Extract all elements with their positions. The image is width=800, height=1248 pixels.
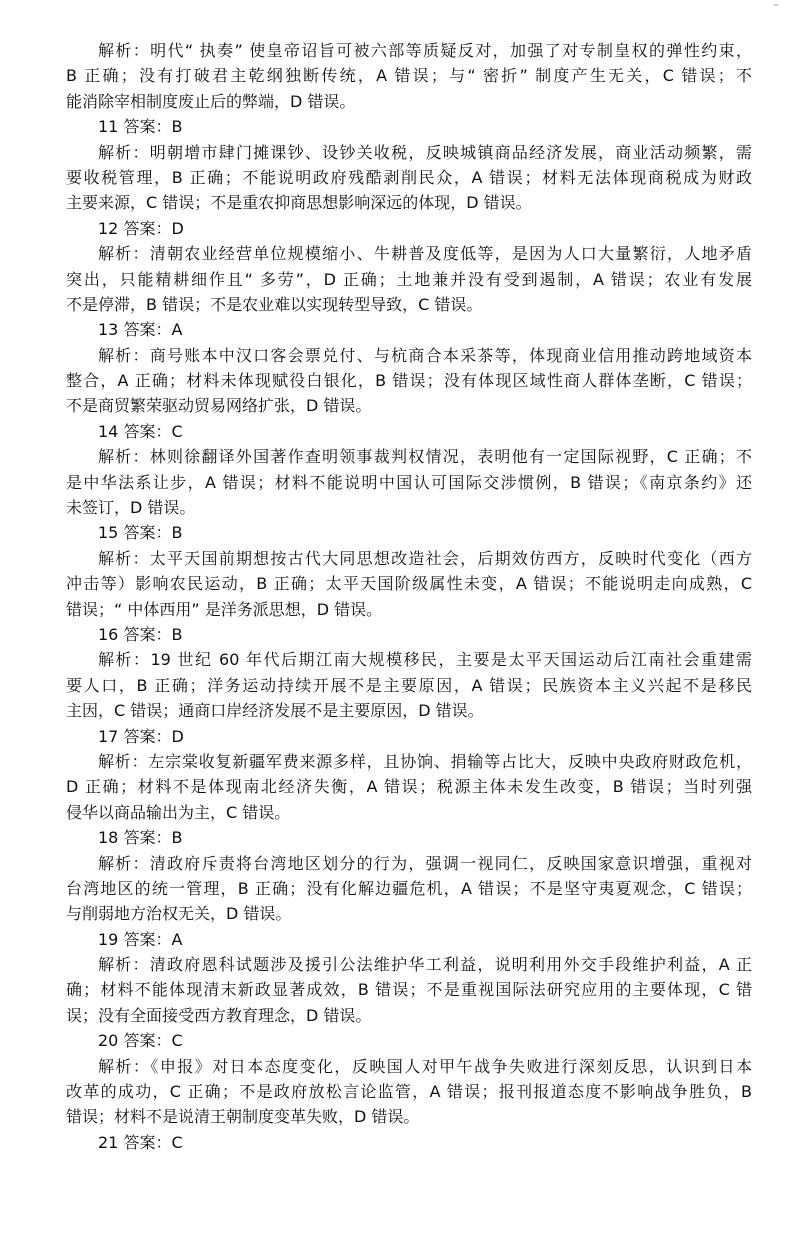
analysis-line: 冲击等）影响农民运动，B 正确；太平天国阶级属性未变，A 错误；不能说明走向成熟，C: [66, 574, 752, 594]
analysis-line: 解析：太平天国前期想按古代大同思想改造社会，后期效仿西方，反映时代变化（西方: [98, 548, 752, 568]
analysis-line: 改革的成功，C 正确；不是政府放松言论监管，A 错误；报刊报道态度不影响战争胜负，B: [66, 1082, 752, 1102]
analysis-line: 解析：明朝增市肆门摊课钞、设钞关收税，反映城镇商品经济发展，商业活动频繁，需: [98, 142, 752, 162]
analysis-line: 不是停滞，B 错误；不是农业难以实现转型导致，C 错误。: [66, 294, 483, 314]
analysis-line: 解析：商号账本中汉口客会票兑付、与杭商合本采茶等，体现商业信用推动跨地域资本: [98, 345, 752, 365]
analysis-line: 解析：19 世纪 60 年代后期江南大规模移民，主要是太平天国运动后江南社会重建需: [98, 650, 752, 670]
analysis-line: 是中华法系让步，A 错误；材料不能说明中国认可国际交涉惯例，B 错误；《南京条约》还: [66, 472, 752, 492]
answer-line: 20 答案：C: [98, 1031, 183, 1051]
analysis-line: 主因，C 错误；通商口岸经济发展不是主要原因，D 错误。: [66, 701, 484, 721]
analysis-line: 主要来源，C 错误；不是重农抑商思想影响深远的体现，D 错误。: [66, 193, 532, 213]
answer-line: 17 答案：D: [98, 726, 184, 746]
analysis-line: 要人口，B 正确；洋务运动持续开展不是主要原因，A 错误；民族资本主义兴起不是移民: [66, 675, 752, 695]
analysis-line: 解析：清政府斥责将台湾地区划分的行为，强调一视同仁，反映国家意识增强，重视对: [98, 853, 752, 873]
analysis-line: 侵华以商品输出为主，C 错误。: [66, 802, 291, 822]
answer-line: 21 答案：C: [98, 1132, 183, 1152]
analysis-line: 错误；材料不是说清王朝制度变革失败，D 错误。: [66, 1107, 420, 1127]
analysis-line: 误；没有全面接受西方教育理念，D 错误。: [66, 1005, 372, 1025]
answer-line: 12 答案：D: [98, 218, 184, 238]
analysis-line: 能消除宰相制度废止后的弊端，D 错误。: [66, 91, 356, 111]
analysis-line: 解析：《申报》对日本态度变化，反映国人对甲午战争失败进行深刻反思，认识到日本: [98, 1056, 752, 1076]
corner-mark: [774, 4, 778, 6]
analysis-line: 解析：明代“ 执奏” 使皇帝诏旨可被六部等质疑反对，加强了对专制皇权的弹性约束，: [98, 41, 752, 60]
analysis-line: 错误；“ 中体西用” 是洋务派思想，D 错误。: [66, 599, 383, 619]
analysis-line: 要收税管理，B 正确；不能说明政府残酷剥削民众，A 错误；材料无法体现商税成为财政: [66, 167, 752, 187]
analysis-line: 不是商贸繁荣驱动贸易网络扩张，D 错误。: [66, 396, 372, 416]
analysis-line: 与削弱地方治权无关，D 错误。: [66, 904, 292, 924]
document-page: [66, 38, 752, 1155]
answer-line: 11 答案：B: [98, 117, 183, 137]
analysis-line: 台湾地区的统一管理，B 正确；没有化解边疆危机，A 错误；不是坚守夷夏观念，C 错误；: [66, 878, 752, 898]
analysis-line: 确；材料不能体现清末新政显著成效，B 错误；不是重视国际法研究应用的主要体现，C 错: [66, 980, 752, 1000]
analysis-line: 解析：左宗棠收复新疆军费来源多样，且协饷、捐输等占比大，反映中央政府财政危机，: [98, 751, 752, 771]
analysis-line: 整合，A 正确；材料未体现赋役白银化，B 错误；没有体现区域性商人群体垄断，C 错误；: [66, 371, 752, 391]
answer-line: 15 答案：B: [98, 523, 183, 543]
answer-line: 13 答案：A: [98, 320, 183, 340]
answer-line: 16 答案：B: [98, 624, 183, 644]
answer-line: 14 答案：C: [98, 421, 183, 441]
analysis-line: 未签订，D 错误。: [66, 498, 196, 518]
answer-line: 19 答案：A: [98, 929, 183, 949]
analysis-line: 解析：清朝农业经营单位规模缩小、牛耕普及度低等，是因为人口大量繁衍，人地矛盾: [98, 244, 752, 264]
analysis-line: B 正确；没有打破君主乾纲独断传统，A 错误；与“ 密折” 制度产生无关，C 错误；不: [66, 66, 752, 86]
analysis-line: D 正确；材料不是体现南北经济失衡，A 错误；税源主体未发生改变，B 错误；当时列强: [66, 777, 752, 797]
analysis-line: 突出，只能精耕细作且“ 多劳”，D 正确；土地兼并没有受到遏制，A 错误；农业有发展: [66, 269, 752, 289]
answer-line: 18 答案：B: [98, 828, 183, 848]
analysis-line: 解析：清政府恩科试题涉及援引公法维护华工利益，说明利用外交手段维护利益，A 正: [98, 955, 752, 975]
analysis-line: 解析：林则徐翻译外国著作查明领事裁判权情况，表明他有一定国际视野，C 正确；不: [98, 447, 752, 467]
